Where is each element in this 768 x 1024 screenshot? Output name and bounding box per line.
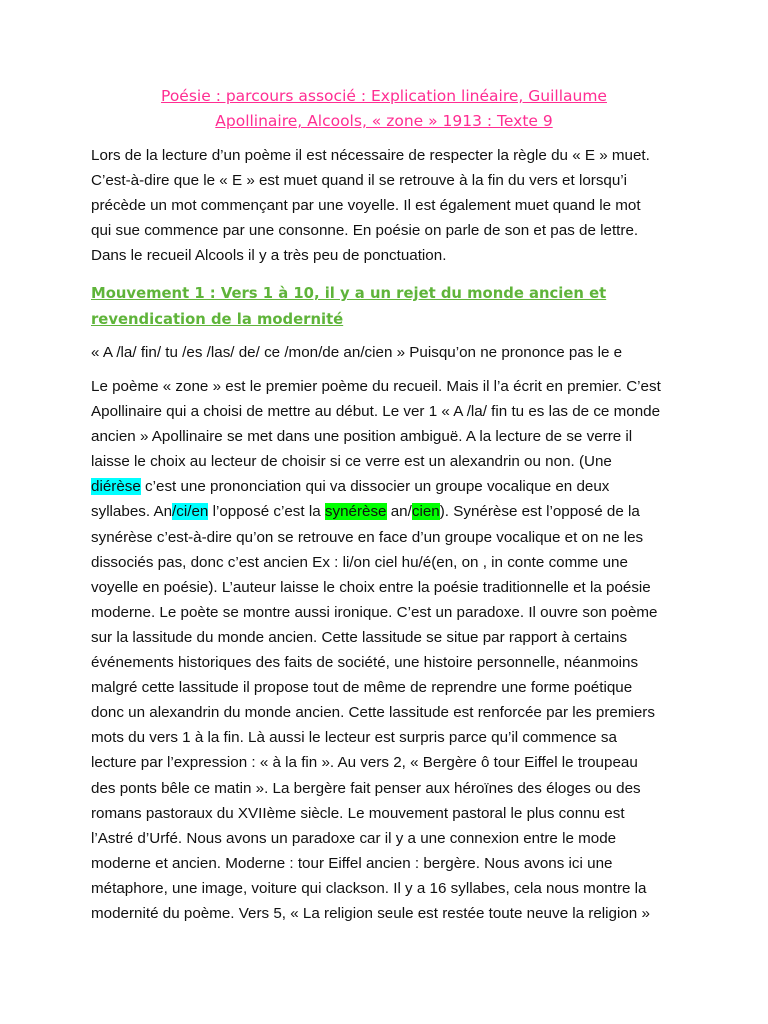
body-line: sur la lassitude du monde ancien. Cette lassitude se situe par rapport à certains <box>91 628 628 646</box>
body-line: ancien » Apollinaire se met dans une position ambiguë. A la lecture de se verre il <box>91 428 633 446</box>
intro-line: Dans le recueil Alcools il y a très peu de ponctuation. <box>91 247 447 265</box>
title-line-2: Apollinaire, Alcools, « zone » 1913 : Texte 9 <box>215 112 553 130</box>
body-line: lecture par l’expression : « à la fin ». Au vers 2, « Bergère ô tour Eiffel le troupeau <box>91 754 638 772</box>
highlight-synerese: synérèse <box>324 503 387 521</box>
body-line: Le poème « zone » est le premier poème du recueil. Mais il l’a écrit en premier. C’est <box>91 378 661 395</box>
body-line: l’Astré d’Urfé. Nous avons un paradoxe car il y a une connexion entre le mode <box>91 829 617 847</box>
body-line: diérèse c’est une prononciation qui va dissocier un groupe vocalique en deux <box>91 478 610 496</box>
highlight-cien: cien <box>411 503 440 521</box>
body-line: syllabes. An/ci/en l’opposé c’est la synérèse an/cien). Synérèse est l’opposé de la <box>91 503 640 521</box>
body-line: métaphore, une image, voiture qui clackson. Il y a 16 syllabes, cela nous montre la <box>91 879 647 897</box>
body-line: dissociés pas, donc c’est ancien Ex : li/on ciel hu/é(en, on , in conte comme une <box>91 553 628 571</box>
intro-line: précède un mot commençant par une voyelle. Il est également muet quand le mot <box>91 197 641 215</box>
verse-line: « A /la/ fin/ tu /es /las/ de/ ce /mon/de an/cien » Puisqu’on ne prononce pas le e <box>91 344 623 361</box>
section-heading <box>91 281 677 332</box>
body-paragraph <box>91 374 681 926</box>
body-line: des ponts bêle ce matin ». La bergère fait penser aux héroïnes des éloges ou des <box>91 779 641 797</box>
heading-line-2: revendication de la modernité <box>91 310 344 328</box>
intro-line: qui sue commence par une consonne. En poésie on parle de son et pas de lettre. <box>91 222 639 240</box>
body-line: malgré cette lassitude il propose tout de même de reprendre une forme poétique <box>91 679 633 697</box>
body-line: voyelle en poésie). L’auteur laisse le choix entre la poésie traditionnelle et la poésie <box>91 578 651 596</box>
document-title <box>91 84 677 134</box>
highlight-dierese: diérèse <box>91 478 141 496</box>
title-line-1: Poésie : parcours associé : Explication linéaire, Guillaume <box>161 87 607 105</box>
body-line: modernité du poème. Vers 5, « La religion seule est restée toute neuve la religion » <box>91 904 650 922</box>
highlight-ci-en: /ci/en <box>172 503 209 521</box>
body-line: moderne. Le poète se montre aussi ironique. C’est un paradoxe. Il ouvre son poème <box>91 603 658 621</box>
body-line: Apollinaire qui a choisi de mettre au début. Le ver 1 « A /la/ fin tu es las de ce monde <box>91 403 661 421</box>
intro-paragraph <box>91 143 681 268</box>
body-line: donc un alexandrin du monde ancien. Cette lassitude est renforcée par les premiers <box>91 704 655 722</box>
body-line: événements historiques des faits de société, une histoire personnelle, néanmoins <box>91 654 639 672</box>
intro-line: Lors de la lecture d’un poème il est nécessaire de respecter la règle du « E » muet. <box>91 147 650 164</box>
intro-line: C’est-à-dire que le « E » est muet quand il se retrouve à la fin du vers et lorsqu’i <box>91 172 628 190</box>
body-line: synérèse c’est-à-dire qu’on se retrouve en face d’un groupe vocalique et on ne les <box>91 528 644 546</box>
body-line: moderne et ancien. Moderne : tour Eiffel ancien : bergère. Nous avons ici une <box>91 854 613 872</box>
body-line: laisse le choix au lecteur de choisir si ce verre est un alexandrin ou non. (Une <box>91 453 612 471</box>
heading-line-1: Mouvement 1 : Vers 1 à 10, il y a un rejet du monde ancien et <box>91 285 607 302</box>
body-line: romans pastoraux du XVIIème siècle. Le mouvement pastoral le plus connu est <box>91 804 625 822</box>
body-line: mots du vers 1 à la fin. Là aussi le lecteur est surpris parce qu’il commence sa <box>91 729 617 747</box>
